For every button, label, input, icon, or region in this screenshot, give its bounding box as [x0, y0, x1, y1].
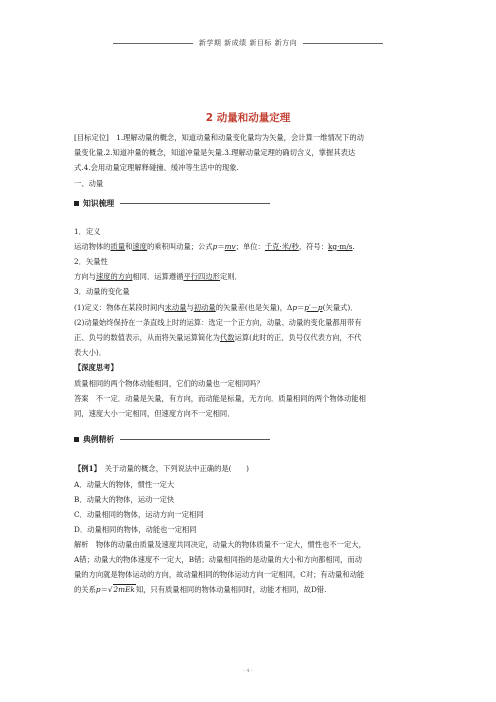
page-number: - 4 - [243, 668, 253, 674]
example-label: 【例1】 [74, 464, 98, 473]
blank-algebraic: 代数 [219, 333, 235, 342]
section-square-icon [74, 437, 79, 442]
blank-mass: 质量 [110, 242, 126, 251]
sqrt-expression: 2mEk [113, 585, 135, 594]
header-rule-left [113, 43, 193, 44]
blank-unit: 千克·米/秒 [264, 242, 299, 251]
text: (矢量式)． [322, 303, 358, 312]
text: ＝ [217, 242, 225, 251]
section-title: 典例精析 [83, 434, 115, 444]
blank-p: p [317, 303, 323, 312]
text: ；单位： [235, 242, 265, 251]
option-c: C．动量相同的物体，运动方向一定相同 [74, 510, 204, 519]
text: 定则． [219, 272, 242, 281]
deep-thinking-label: 【深度思考】 [74, 363, 118, 372]
blank-initial: 初动量 [193, 303, 216, 312]
k-heading-1: 1．定义 [74, 227, 101, 236]
page-header [113, 37, 383, 49]
option-b: B．动量大的物体，运动一定快 [74, 495, 175, 504]
page-title: 2 动量和动量定理 [205, 112, 291, 124]
header-text: 新学期 新成绩 新目标 新方向 [198, 39, 298, 47]
deep-answer-2: 同，速度大小一定相同，但速度方向不一定相同． [74, 409, 235, 418]
solution-line-3: 量的方向就是物体运动的方向，故动量相同的物体运动方向一定相同，C对；有动量和动能 [74, 570, 365, 579]
text: ＝ [100, 585, 108, 594]
deep-answer-1: 答案 不一定．动量是矢量，有方向，而动能是标量，无方向．质量相同的两个物体动能相 [74, 394, 366, 403]
k-change-line-2: (2)动量始终保持在一条直线上时的运算：选定一个正方向，动量、动量的变化量都用带有 [74, 318, 362, 327]
text: 运动物体的 [74, 242, 111, 251]
k-def-line [74, 239, 428, 254]
text: 相同．运算遵循 [132, 272, 184, 281]
text: ，符号： [298, 242, 328, 251]
k-change-line-3 [74, 330, 428, 345]
blank-symbol: kg·m/s [328, 242, 353, 251]
header-rule-right [303, 43, 383, 44]
text: 的关系 [74, 585, 96, 594]
deep-question: 质量相同的两个物体动能相同，它们的动量也一定相同吗？ [74, 379, 264, 388]
text: 和 [125, 242, 133, 251]
section-examples [74, 433, 428, 445]
example-stem [74, 461, 428, 476]
k-vector-line [74, 269, 428, 284]
k-heading-3: 3．动量的变化量 [74, 287, 130, 296]
blank-p-prime: p′ [304, 303, 311, 312]
blank-parallelogram: 平行四边形 [183, 272, 220, 281]
text: 方向与 [74, 272, 96, 281]
blank-formula: mv [224, 242, 236, 251]
blank-final: 末动量 [164, 303, 187, 312]
goal-line-3: 式.4.会用动量定理解释碰撞、缓冲等生活中的现象. [74, 163, 239, 172]
text: (1)定义：物体在某段时间内 [74, 303, 165, 312]
text: 知，只有质量相同的物体动量相同时，动能才相同，故D错. [135, 585, 327, 594]
k-change-line-1 [74, 300, 428, 315]
solution-line-1: 解析 物体的动量由质量及速度共同决定，动量大的物体质量不一定大，惯性也不一定大， [74, 540, 366, 549]
section-title: 知识梳理 [83, 198, 115, 208]
text: 运算(此时的正、负号仅代表方向，不代 [234, 333, 362, 342]
blank-velocity: 速度 [132, 242, 147, 251]
sqrt-sign: √ [107, 585, 113, 594]
blank-direction: 速度的方向 [95, 272, 133, 281]
symbol-p: p [292, 303, 297, 312]
part-heading-momentum: 一、动量 [74, 179, 104, 188]
solution-line-4 [74, 582, 428, 597]
section-rule [120, 203, 270, 204]
k-heading-2: 2．矢量性 [74, 257, 108, 266]
k-change-line-4: 表大小)． [74, 348, 107, 357]
section-knowledge [74, 197, 428, 209]
goal-line-2: 量变化量.2.知道冲量的概念，知道冲量是矢量.3.理解动量定理的确切含义，掌握其表达 [74, 148, 356, 157]
section-square-icon [74, 201, 79, 206]
text: 正、负号的数值表示，从而将矢量运算简化为 [74, 333, 220, 342]
option-a: A．动量大的物体，惯性一定大 [74, 480, 175, 489]
text: ＝ [297, 303, 305, 312]
symbol-p: p [95, 585, 101, 594]
text: 关于动量的概念，下列说法中正确的是( ) [97, 464, 249, 473]
section-rule [120, 439, 270, 440]
text: 的矢量差(也是矢量)，Δ [215, 303, 293, 312]
text: 的乘积叫动量；公式 [146, 242, 213, 251]
text: . [352, 242, 355, 251]
symbol-p: p [212, 242, 218, 251]
goal-line-1: [目标定位] 1.理解动量的概念，知道动量和动量变化量均为矢量，会计算一维情况下的动 [74, 133, 364, 142]
option-d: D．动量相同的物体，动能也一定相同 [74, 525, 197, 534]
blank-minus: － [310, 303, 318, 312]
text: 与 [186, 303, 194, 312]
solution-line-2: A错；动量大的物体速度不一定大，B错；动量相同指的是动量的大小和方向都相同，而动 [74, 555, 362, 564]
